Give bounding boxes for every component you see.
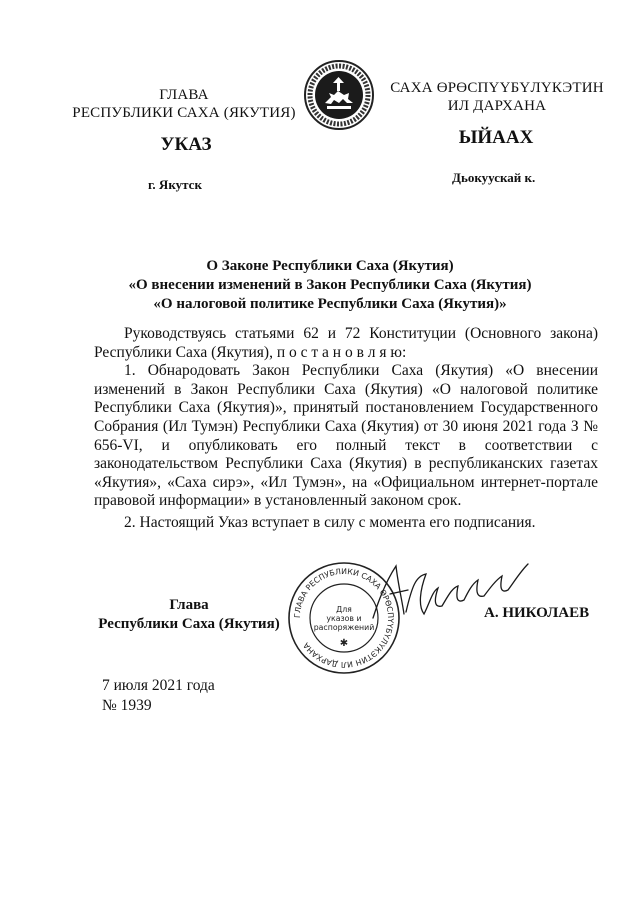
city-sakha: Дьокуускай к. [452,170,536,185]
item-2-text: Настоящий Указ вступает в силу с момента его подписания. [139,513,536,531]
decree-body [94,325,598,533]
item-1-text: Обнародовать Закон Республики Саха (Якутия) «О внесении изменений в Закон Республики Саха (Якутия) «О налоговой политике Республики Саха (Якутия)», принятый постановлением Государственного Собрания (Ил Тумэн) Республики Саха (Якутия) от 30 июня 2021 года З № 656-VI, и опубликовать его полный текст в соответствии с законодательством Республики Саха (Якутия) в республиканских газетах «Якутия», «Саха сирэ», «Ил Тумэн», на «Официальном интернет-портале правовой информации» в установленный законом срок. [94,362,599,510]
intro-text: Руководствуясь статьями 62 и 72 Конституции (Основного закона) Республики Саха (Якутия), [94,325,598,361]
seal-star-icon: ✱ [339,638,349,649]
issuer-block-ru [70,86,298,122]
issuer-line-1: ГЛАВА [159,87,209,103]
seal-outer-text: ГЛАВА РЕСПУБЛИКИ САХА ӨРӨСПҮҮБҮЛҮКЭТИН ИЛ ДАРХАНА [292,566,396,670]
intro-paragraph [94,325,598,362]
item-1 [94,362,598,511]
issuer-block-sakha [372,79,622,115]
issuer-line-2: РЕСПУБЛИКИ САХА (ЯКУТИЯ) [72,105,296,121]
signatory-position [84,596,294,634]
emblem-icon [303,59,375,131]
decree-number: № 1939 [102,697,152,714]
issuer-sakha-line-1: САХА ӨРӨСПҮҮБҮЛҮКЭТИН [390,80,604,96]
doc-type-yiyaakh: ЫЙААХ [458,127,534,148]
signatory-name: А. НИКОЛАЕВ [484,605,590,621]
title-line-1: О Законе Республики Саха (Якутия) [206,258,454,274]
decree-date-number [102,676,215,716]
decree-date: 7 июля 2021 года [102,677,215,694]
coat-of-arms-emblem [303,59,375,131]
issuer-sakha-line-2: ИЛ ДАРХАНА [447,98,547,114]
title-line-2: «О внесении изменений в Закон Республики Саха (Якутия) [128,277,532,293]
city-ru: г. Якутск [148,177,202,192]
intro-decree-word: п о с т а н о в л я ю: [276,343,407,361]
signatory-position-line-1: Глава [169,597,209,613]
document-title [80,257,580,314]
seal-inner-line-2: указов и [326,614,362,623]
item-2-number: 2. [124,513,136,531]
signatory-position-line-2: Республики Саха (Якутия) [98,616,280,632]
seal-inner-line-3: распоряжений [313,623,375,632]
title-line-3: «О налоговой политике Республики Саха (Якутия)» [153,296,507,312]
seal-inner-line-1: Для [336,605,352,614]
doc-type-ukaz: УКАЗ [160,134,212,155]
item-2 [94,514,598,533]
item-1-number: 1. [124,362,136,380]
